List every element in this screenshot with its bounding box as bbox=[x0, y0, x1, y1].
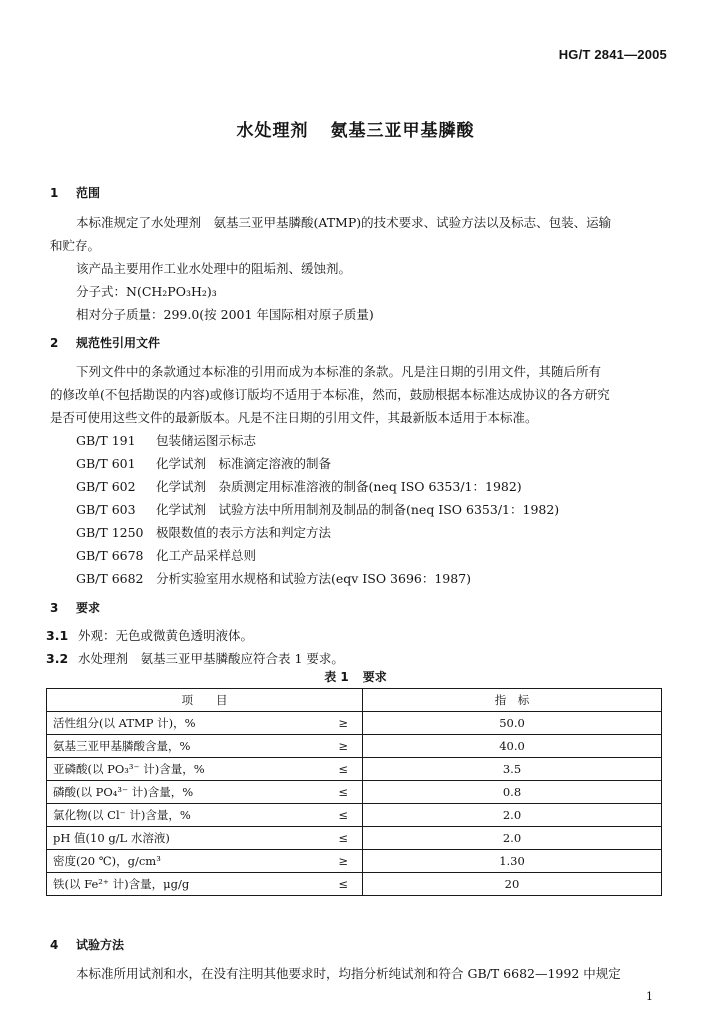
reference-code: GB/T 602 bbox=[76, 479, 136, 494]
scope-paragraph-line: 本标准规定了水处理剂 氨基三亚甲基膦酸(ATMP)的技术要求、试验方法以及标志、包装、运输 bbox=[76, 215, 612, 230]
reference-entry bbox=[76, 546, 256, 564]
row-value: 20 bbox=[363, 873, 662, 896]
normative-paragraph-line: 的修改单(不包括勘误的内容)或修订版均不适用于本标准，然而，鼓励根据本标准达成协议的各方研究 bbox=[50, 387, 610, 402]
reference-entry bbox=[76, 431, 256, 449]
section-number: 3 bbox=[50, 601, 59, 615]
reference-title: 包装储运图示标志 bbox=[156, 433, 257, 448]
reference-code: GB/T 191 bbox=[76, 433, 136, 448]
section-title: 范围 bbox=[76, 186, 101, 200]
table-row bbox=[47, 827, 662, 850]
document-title bbox=[0, 116, 711, 141]
row-relation: ≤ bbox=[322, 873, 363, 896]
row-value: 1.30 bbox=[363, 850, 662, 873]
test-methods-paragraph-line: 本标准所用试剂和水，在没有注明其他要求时，均指分析纯试剂和符合 GB/T 6682—1992 中规定 bbox=[76, 966, 621, 981]
row-value: 2.0 bbox=[363, 827, 662, 850]
scope-usage: 该产品主要用作工业水处理中的阻垢剂、缓蚀剂。 bbox=[76, 261, 352, 276]
section-3-heading bbox=[50, 599, 100, 616]
row-relation: ≤ bbox=[322, 804, 363, 827]
reference-code: GB/T 1250 bbox=[76, 525, 144, 540]
row-relation: ≥ bbox=[322, 712, 363, 735]
reference-title: 化工产品采样总则 bbox=[156, 548, 257, 563]
reference-entry bbox=[76, 569, 471, 587]
reference-title: 化学试剂 试验方法中所用制剂及制品的制备(neq ISO 6353/1：1982) bbox=[156, 502, 560, 517]
reference-code: GB/T 6682 bbox=[76, 571, 144, 586]
row-value: 50.0 bbox=[363, 712, 662, 735]
table-row bbox=[47, 712, 662, 735]
table-row bbox=[47, 735, 662, 758]
row-relation: ≥ bbox=[322, 850, 363, 873]
row-item: 活性组分(以 ATMP 计)，% bbox=[47, 712, 323, 735]
title-part-2: 氨基三亚甲基膦酸 bbox=[330, 121, 475, 141]
reference-entry bbox=[76, 523, 331, 541]
table-row bbox=[47, 873, 662, 896]
clause-text: 外观：无色或微黄色透明液体。 bbox=[78, 628, 254, 643]
section-1-heading bbox=[50, 184, 100, 201]
row-value: 2.0 bbox=[363, 804, 662, 827]
table-header-row bbox=[47, 689, 662, 712]
molecular-mass: 相对分子质量：299.0(按 2001 年国际相对原子质量) bbox=[76, 307, 374, 322]
table-row bbox=[47, 850, 662, 873]
row-value: 40.0 bbox=[363, 735, 662, 758]
table-row bbox=[47, 781, 662, 804]
section-number: 1 bbox=[50, 186, 59, 200]
row-item: 氯化物(以 Cl⁻ 计)含量，% bbox=[47, 804, 323, 827]
row-item: pH 值(10 g/L 水溶液) bbox=[47, 827, 323, 850]
row-relation: ≤ bbox=[322, 758, 363, 781]
reference-code: GB/T 603 bbox=[76, 502, 136, 517]
reference-entry bbox=[76, 500, 559, 518]
row-item: 铁(以 Fe²⁺ 计)含量，μg/g bbox=[47, 873, 323, 896]
scope-paragraph-line: 和贮存。 bbox=[50, 238, 101, 253]
row-item: 磷酸(以 PO₄³⁻ 计)含量，% bbox=[47, 781, 323, 804]
section-title: 要求 bbox=[76, 601, 101, 615]
row-value: 3.5 bbox=[363, 758, 662, 781]
clause-text: 水处理剂 氨基三亚甲基膦酸应符合表 1 要求。 bbox=[78, 651, 344, 666]
column-header-item: 项 目 bbox=[47, 689, 363, 712]
molecular-formula: 分子式：N(CH₂PO₃H₂)₃ bbox=[76, 284, 217, 299]
row-value: 0.8 bbox=[363, 781, 662, 804]
requirements-table bbox=[46, 688, 662, 896]
reference-title: 化学试剂 杂质测定用标准溶液的制备(neq ISO 6353/1：1982) bbox=[156, 479, 522, 494]
reference-code: GB/T 601 bbox=[76, 456, 136, 471]
reference-title: 极限数值的表示方法和判定方法 bbox=[156, 525, 332, 540]
reference-entry bbox=[76, 454, 331, 472]
section-4-heading bbox=[50, 936, 124, 953]
requirement-3-1 bbox=[46, 626, 253, 644]
normative-paragraph-line: 下列文件中的条款通过本标准的引用而成为本标准的条款。凡是注日期的引用文件，其随后所有 bbox=[76, 364, 602, 379]
section-number: 4 bbox=[50, 938, 59, 952]
page-number: 1 bbox=[646, 990, 653, 1003]
clause-number: 3.2 bbox=[46, 651, 69, 666]
row-relation: ≤ bbox=[322, 827, 363, 850]
row-relation: ≥ bbox=[322, 735, 363, 758]
table-caption bbox=[0, 668, 711, 685]
normative-paragraph-line: 是否可使用这些文件的最新版本。凡是不注日期的引用文件，其最新版本适用于本标准。 bbox=[50, 410, 538, 425]
title-part-1: 水处理剂 bbox=[236, 121, 309, 141]
row-item: 密度(20 ℃)，g/cm³ bbox=[47, 850, 323, 873]
section-title: 试验方法 bbox=[76, 938, 125, 952]
table-label: 表 1 bbox=[324, 670, 349, 684]
column-header-index: 指 标 bbox=[363, 689, 662, 712]
reference-entry bbox=[76, 477, 522, 495]
table-title: 要求 bbox=[362, 670, 387, 684]
section-2-heading bbox=[50, 334, 160, 351]
reference-code: GB/T 6678 bbox=[76, 548, 144, 563]
section-number: 2 bbox=[50, 336, 59, 350]
requirement-3-2 bbox=[46, 649, 344, 667]
table-row bbox=[47, 804, 662, 827]
table-row bbox=[47, 758, 662, 781]
row-relation: ≤ bbox=[322, 781, 363, 804]
standard-code: HG/T 2841—2005 bbox=[558, 47, 667, 62]
row-item: 亚磷酸(以 PO₃³⁻ 计)含量，% bbox=[47, 758, 323, 781]
reference-title: 分析实验室用水规格和试验方法(eqv ISO 3696：1987) bbox=[156, 571, 472, 586]
reference-title: 化学试剂 标准滴定溶液的制备 bbox=[156, 456, 332, 471]
row-item: 氨基三亚甲基膦酸含量，% bbox=[47, 735, 323, 758]
clause-number: 3.1 bbox=[46, 628, 69, 643]
section-title: 规范性引用文件 bbox=[76, 336, 161, 350]
